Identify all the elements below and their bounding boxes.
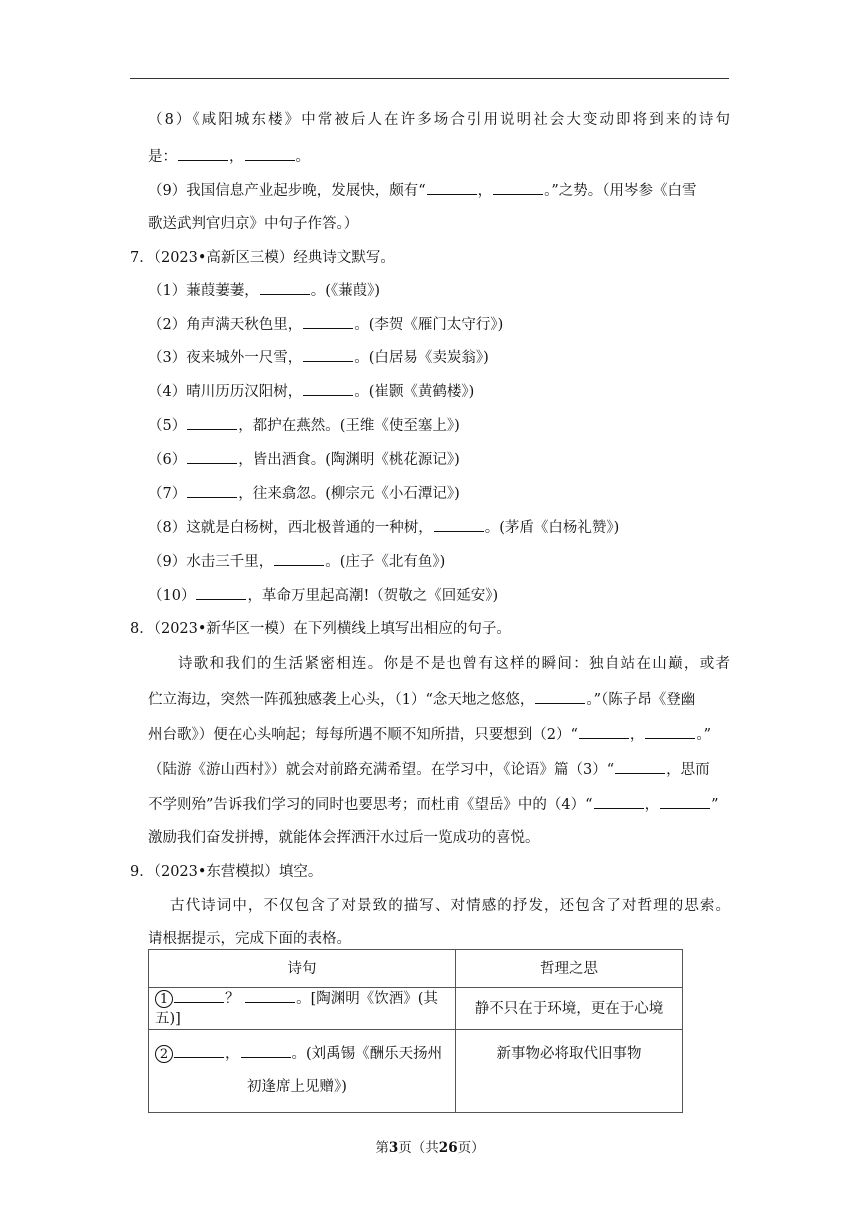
q9-header: 9．（2023•东营模拟）填空。 — [130, 864, 323, 880]
answer-blank[interactable] — [434, 517, 484, 532]
table-cell: 新事物必将取代旧事物 — [456, 1030, 683, 1113]
answer-blank[interactable] — [187, 483, 237, 498]
q8-para-line5: 不学则殆”告诉我们学习的同时也要思考；而杜甫《望岳》中的（4）“ ， ” — [148, 794, 718, 815]
header-rule — [130, 78, 729, 79]
q7-item: （5） ，都护在燕然。(王维《使至塞上》) — [148, 415, 460, 436]
answer-blank[interactable] — [174, 988, 224, 1003]
q8-para-line1: 诗歌和我们的生活紧密相连。你是不是也曾有这样的瞬间：独自站在山巅，或者 — [178, 656, 730, 672]
answer-blank[interactable] — [174, 1043, 224, 1058]
circled-number: 1 — [155, 990, 173, 1008]
q7-item: （4）晴川历历汉阳树， 。(崔颢《黄鹤楼》) — [148, 381, 474, 402]
q6-item8-line1: （8）《咸阳城东楼》中常被后人在许多场合引用说明社会大变动即将到来的诗句 — [148, 112, 730, 128]
q8-para-line6: 激励我们奋发拼搏，就能体会挥洒汗水过后一览成功的喜悦。 — [148, 830, 540, 846]
answer-blank[interactable] — [274, 551, 324, 566]
q7-item: （1）蒹葭萋萋， 。(《蒹葭》) — [148, 280, 380, 301]
answer-blank[interactable] — [187, 449, 237, 464]
q7-item: （3）夜来城外一尺雪， 。(白居易《卖炭翁》) — [148, 347, 489, 368]
answer-blank[interactable] — [196, 585, 246, 600]
table-cell: 2 ， 。(刘禹锡《酬乐天扬州 初逢席上见赠》) — [149, 1030, 456, 1113]
table-cell: 静不只在于环境，更在于心境 — [456, 988, 683, 1030]
table-row — [149, 988, 683, 1030]
answer-blank[interactable] — [303, 347, 353, 362]
q7-item: （2）角声满天秋色里， 。(李贺《雁门太守行》) — [148, 314, 503, 335]
answer-blank[interactable] — [241, 1043, 291, 1058]
answer-blank[interactable] — [303, 314, 353, 329]
q8-header: 8．（2023•新华区一模）在下列横线上填写出相应的句子。 — [130, 621, 511, 637]
q9-para-line1: 古代诗词中，不仅包含了对景致的描写、对情感的抒发，还包含了对哲理的思索。 — [170, 898, 730, 914]
circled-number: 2 — [155, 1045, 173, 1063]
answer-blank[interactable] — [260, 280, 310, 295]
q7-item: （10） ，革命万里起高潮!（贺敬之《回延安》) — [148, 585, 498, 606]
q7-item: （9）水击三千里， 。(庄子《北有鱼》) — [148, 551, 445, 572]
table-cell: 1 ？ 。[陶渊明《饮酒》(其五)] — [149, 988, 456, 1030]
table-row — [149, 1030, 683, 1113]
q8-para-line2: 伫立海边，突然一阵孤独感袭上心头，（1）“念天地之悠悠， 。”（陈子昂《登幽 — [148, 689, 695, 710]
answer-blank[interactable] — [245, 146, 295, 161]
answer-blank[interactable] — [187, 415, 237, 430]
q7-header: 7．（2023•高新区三模）经典诗文默写。 — [130, 250, 395, 266]
q8-para-line4: （陆游《游山西村》）就会对前路充满希望。在学习中，《论语》篇（3）“ ，思而 — [148, 759, 710, 780]
table-header-cell: 哲理之思 — [456, 950, 683, 988]
page-total: 26 — [438, 1140, 458, 1156]
q6-item9-line2: 歌送武判官归京》中句子作答。） — [148, 216, 359, 232]
q7-item: （6） ，皆出酒食。(陶渊明《桃花源记》) — [148, 449, 460, 470]
q6-item9-line1: （9）我国信息产业起步晚，发展快，颇有“ ， 。”之势。（用岑参《白雪 — [148, 180, 697, 201]
q8-para-line3: 州台歌》）便在心头响起；每每所遇不顺不知所措，只要想到（2）“ ， 。” — [148, 724, 711, 745]
page-footer: 第3页（共26页） — [375, 1140, 485, 1156]
q7-item: （8）这就是白杨树，西北极普通的一种树， 。(茅盾《白杨礼赞》) — [148, 517, 619, 538]
page-number: 3 — [388, 1140, 399, 1156]
q9-para-line2: 请根据提示，完成下面的表格。 — [148, 931, 351, 947]
table-header-cell: 诗句 — [149, 950, 456, 988]
answer-blank[interactable] — [594, 794, 644, 809]
answer-blank[interactable] — [660, 794, 710, 809]
answer-table — [148, 949, 683, 1113]
q7-item: （7） ，往来翕忽。(柳宗元《小石潭记》) — [148, 483, 460, 504]
answer-blank[interactable] — [615, 759, 665, 774]
q6-item8-line2: 是： ， 。 — [148, 146, 310, 167]
answer-blank[interactable] — [178, 146, 228, 161]
answer-blank[interactable] — [303, 381, 353, 396]
answer-blank[interactable] — [535, 689, 585, 704]
answer-blank[interactable] — [645, 724, 695, 739]
answer-blank[interactable] — [579, 724, 629, 739]
answer-blank[interactable] — [427, 180, 477, 195]
answer-blank[interactable] — [245, 988, 295, 1003]
table-header-row — [149, 950, 683, 988]
answer-blank[interactable] — [493, 180, 543, 195]
